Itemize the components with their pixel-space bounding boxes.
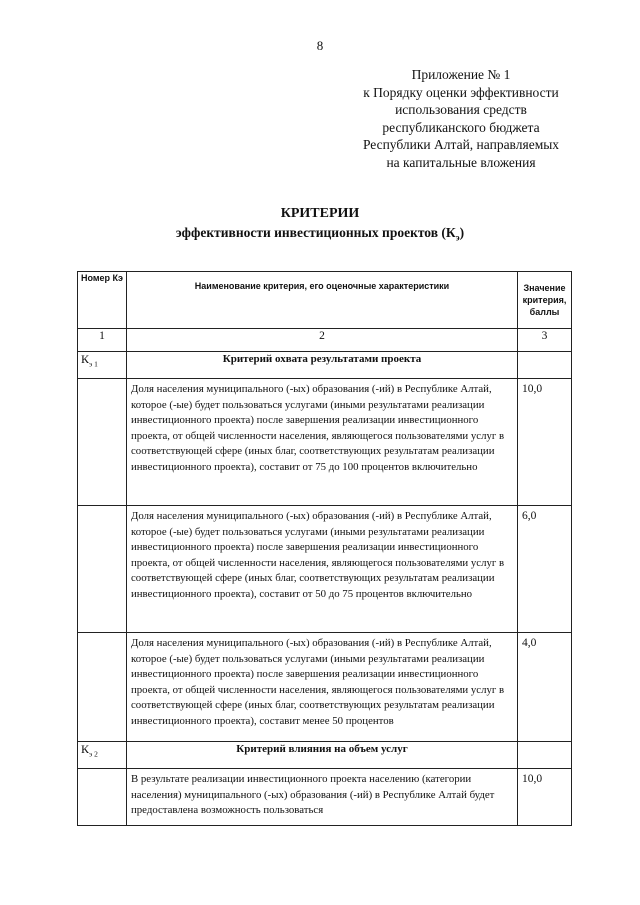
header-number: Номер Кэ: [78, 272, 127, 329]
empty-cell: [78, 769, 127, 826]
section-row: [78, 352, 572, 379]
appendix-line: на капитальные вложения: [386, 154, 536, 170]
appendix-line: к Порядку оценки эффективности: [363, 84, 559, 100]
column-number-row: [78, 329, 572, 352]
criterion-value: 6,0: [518, 506, 572, 633]
section-empty-cell: [518, 352, 572, 379]
section-code-subscript: э 1: [89, 359, 98, 369]
subtitle-main: эффективности инвестиционных проектов (К: [175, 225, 456, 240]
page-number: 8: [316, 38, 324, 53]
criterion-text: Доля населения муниципального (-ых) образования (-ий) в Республике Алтай, которое (-ые) будет пользоваться услугами (иными результатами реализации инвестиционного проекта) после завершения реализации инвестиционного проекта, от общей численности населения, являющегося пользователями услуг в соответствующей сфере (иных благ, соответствующих результатам реализации инвестиционного проекта), составит от 50 до 75 процентов включительно: [127, 506, 518, 633]
section-code: [78, 742, 127, 769]
criterion-text: Доля населения муниципального (-ых) образования (-ий) в Республике Алтай, которое (-ые) будет пользоваться услугами (иными результатами реализации инвестиционного проекта) после завершения реализации инвестиционного проекта, от общей численности населения, являющегося пользователями услуг в соответствующей сфере (иных благ, соответствующих результатам реализации инвестиционного проекта), составит менее 50 процентов: [127, 633, 518, 742]
column-number: 2: [127, 329, 518, 352]
section-code-letter: К: [81, 742, 90, 756]
subtitle-close: ): [459, 225, 465, 240]
table-row: [78, 769, 572, 826]
criterion-value: 10,0: [518, 769, 572, 826]
criterion-value: 4,0: [518, 633, 572, 742]
section-code: [78, 352, 127, 379]
appendix-line: республиканского бюджета: [382, 119, 540, 135]
criterion-value: 10,0: [518, 379, 572, 506]
empty-cell: [78, 633, 127, 742]
table-row: [78, 506, 572, 633]
section-name: Критерий влияния на объем услуг: [127, 742, 518, 769]
section-code-letter: К: [81, 352, 90, 366]
section-empty-cell: [518, 742, 572, 769]
criteria-table: [77, 271, 572, 826]
table-row: [78, 633, 572, 742]
column-number: 3: [518, 329, 572, 352]
criterion-text: В результате реализации инвестиционного проекта населению (категории населения) муниципального (-ых) образования (-ий) в Республике Алтай будет предоставлена возможность пользоваться: [127, 769, 518, 826]
section-code-subscript: э 2: [89, 749, 98, 759]
section-row: [78, 742, 572, 769]
appendix-line: использования средств: [395, 102, 527, 117]
criterion-text: Доля населения муниципального (-ых) образования (-ий) в Республике Алтай, которое (-ые) будет пользоваться услугами (иными результатами реализации инвестиционного проекта) после завершения реализации инвестиционного проекта, от общей численности населения, являющегося пользователями услуг в соответствующей сфере (иных благ, соответствующих результатам реализации инвестиционного проекта), составит от 75 до 100 процентов включительно: [127, 379, 518, 506]
header-name: Наименование критерия, его оценочные характеристики: [127, 272, 518, 329]
document-subtitle: [0, 224, 640, 247]
empty-cell: [78, 379, 127, 506]
column-number: 1: [78, 329, 127, 352]
appendix-block: [330, 66, 592, 171]
appendix-line: Республики Алтай, направляемых: [362, 137, 560, 152]
section-name: Критерий охвата результатами проекта: [127, 352, 518, 379]
document-title: КРИТЕРИИ: [280, 206, 360, 221]
subtitle-subscript: э: [455, 232, 460, 243]
header-value: Значение критерия, баллы: [518, 272, 572, 329]
table-row: [78, 379, 572, 506]
empty-cell: [78, 506, 127, 633]
table-header-row: [78, 272, 572, 329]
appendix-line: Приложение № 1: [411, 67, 511, 82]
